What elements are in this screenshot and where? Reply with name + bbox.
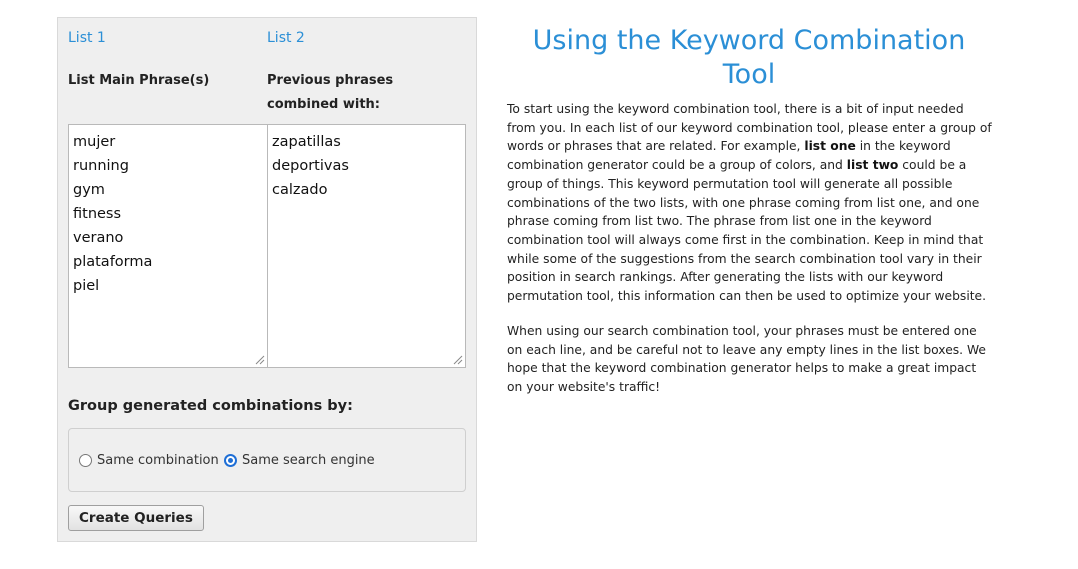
- list-2-item: zapatillas: [272, 134, 341, 150]
- list-1-textarea[interactable]: [68, 124, 268, 368]
- list-1-item: verano: [73, 230, 124, 246]
- grouping-options: [68, 428, 466, 492]
- intro-text-1: To start using the keyword combination tool, there is a bit of input needed from you. In each list of our keyword combination tool, please enter a group of words or phrases that are related. For example,: [507, 102, 992, 154]
- intro-paragraph: [507, 100, 993, 306]
- list-1-item: mujer: [73, 134, 116, 150]
- list-1-item: gym: [73, 182, 105, 198]
- intro-bold-list-two: list two: [846, 158, 899, 173]
- group-by-title: Group generated combinations by:: [68, 398, 353, 414]
- list-1-item: plataforma: [73, 254, 153, 270]
- radio-same-search-engine-label: Same search engine: [242, 453, 375, 468]
- list-1-item: fitness: [73, 206, 122, 222]
- list-2-item: calzado: [272, 182, 328, 198]
- list-1-item: running: [73, 158, 129, 174]
- list-1-heading: List Main Phrase(s): [68, 73, 210, 88]
- radio-checked-icon[interactable]: [224, 454, 237, 467]
- page-title: Using the Keyword Combination Tool: [532, 25, 966, 90]
- resize-handle-icon[interactable]: [453, 355, 463, 365]
- intro-text-2: in the keyword combination generator could be a group of colors, and: [507, 139, 951, 173]
- list-2-textarea[interactable]: [267, 124, 466, 368]
- list-2-item: deportivas: [272, 158, 349, 174]
- resize-handle-icon[interactable]: [255, 355, 265, 365]
- radio-same-combination[interactable]: [79, 453, 219, 468]
- radio-same-search-engine[interactable]: [224, 453, 375, 468]
- radio-same-combination-label: Same combination: [97, 453, 219, 468]
- tab-list-1[interactable]: List 1: [68, 30, 106, 46]
- list-1-item: piel: [73, 278, 100, 294]
- keyword-combination-form: [57, 17, 477, 542]
- intro-text-3: could be a group of things. This keyword permutation tool will generate all possible combinations of the two lists, with one phrase coming from list one, and one phrase coming from list two. The phrase from list one in the keyword combination tool will always come first in the combination. Keep in mind that while some of the suggestions from the search combination tool vary in their position in search rankings. After generating the lists with our keyword permutation tool, this information can then be used to optimize your website.: [507, 158, 987, 304]
- tab-list-2[interactable]: List 2: [267, 30, 305, 46]
- usage-paragraph: When using our search combination tool, your phrases must be entered one on each line, and be careful not to leave any empty lines in the list boxes. We hope that the keyword combination generator helps to make a great impact on your website's traffic!: [507, 324, 986, 395]
- radio-unchecked-icon[interactable]: [79, 454, 92, 467]
- intro-bold-list-one: list one: [804, 139, 856, 154]
- list-2-heading: Previous phrases combined with:: [267, 73, 394, 112]
- create-queries-button[interactable]: Create Queries: [68, 505, 204, 531]
